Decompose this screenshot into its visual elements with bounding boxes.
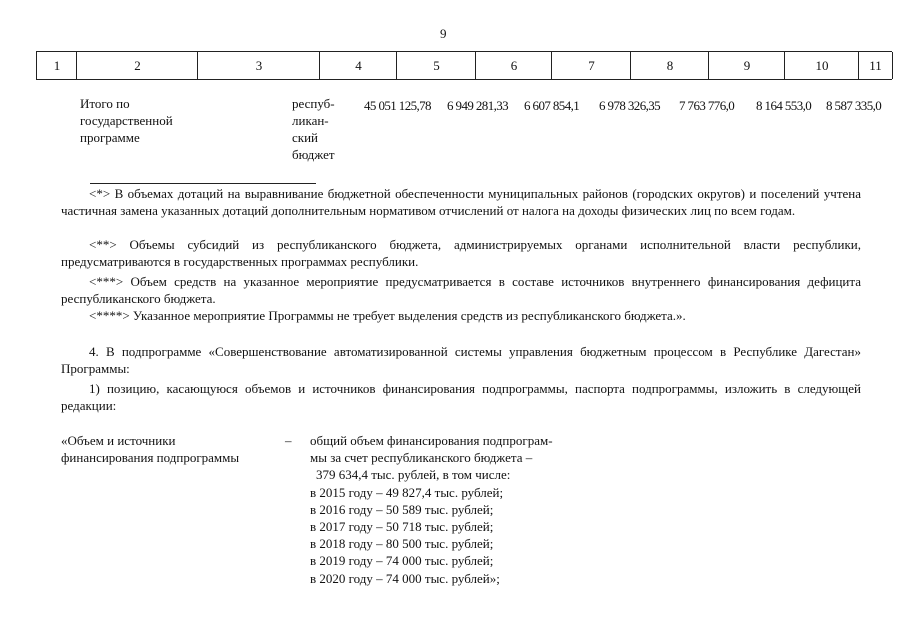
row-value-2019: 8 164 553,0	[756, 98, 812, 113]
passport-line: 379 634,4 тыс. рублей, в том числе:	[316, 467, 511, 483]
row-name-line: программе	[80, 130, 140, 145]
row-name-line: Итого по	[80, 96, 130, 111]
table-header-cell: 11	[858, 52, 893, 79]
passport-line: в 2018 году – 80 500 тыс. рублей;	[310, 536, 494, 552]
row-value-2020: 8 587 335,0	[826, 98, 882, 113]
table-header-cell: 1	[36, 52, 77, 79]
table-header-cell: 10	[784, 52, 859, 79]
footnote-text: <*> В объемах дотаций на выравнивание бюджетной обеспеченности муниципальных районов (городских округов) и поселений учтена частичная замена указанных дотаций дополнительным нормативом отчислений от налога на доходы физических лиц по всем годам.	[61, 186, 861, 218]
row-source-line: ский	[292, 130, 318, 145]
paragraph-4	[61, 343, 861, 377]
table-header-cell: 5	[396, 52, 476, 79]
table-header-cell: 8	[630, 52, 709, 79]
passport-dash: –	[285, 433, 292, 448]
passport-line: мы за счет республиканского бюджета –	[310, 450, 533, 466]
table-header-row	[36, 51, 892, 80]
passport-line: в 2019 году – 74 000 тыс. рублей;	[310, 553, 494, 569]
footnote-4	[61, 307, 861, 324]
passport-value	[296, 432, 616, 587]
footnote-text: <****> Указанное мероприятие Программы не требует выделения средств из республиканского бюджета.».	[89, 308, 686, 323]
passport-line: в 2015 году – 49 827,4 тыс. рублей;	[310, 484, 504, 500]
table-header-cell: 4	[319, 52, 397, 79]
footnote-2	[61, 236, 861, 270]
footnote-separator	[90, 183, 316, 184]
passport-line: в 2020 году – 74 000 тыс. рублей»;	[310, 570, 500, 586]
row-name-line: государственной	[80, 113, 173, 128]
footnote-text: <**> Объемы субсидий из республиканского бюджета, администрируемых органами исполнительной власти республики, предусматриваются в государственных программах республики.	[61, 237, 861, 269]
passport-label	[61, 432, 276, 466]
footnote-1	[61, 185, 861, 219]
row-source-cell	[292, 95, 352, 163]
table-header-cell: 7	[551, 52, 631, 79]
passport-line: в 2017 году – 50 718 тыс. рублей;	[310, 519, 494, 535]
passport-line: в 2016 году – 50 589 тыс. рублей;	[310, 501, 494, 517]
row-value-2017: 6 978 326,35	[599, 98, 661, 113]
row-source-line: ликан-	[292, 113, 329, 128]
table-header-cell: 3	[197, 52, 320, 79]
row-value-2016: 6 607 854,1	[524, 98, 580, 113]
passport-line: общий объем финансирования подпрограм-	[310, 433, 553, 448]
row-value-total: 45 051 125,78	[364, 98, 431, 113]
table-header-cell: 6	[475, 52, 552, 79]
row-value-2018: 7 763 776,0	[679, 98, 735, 113]
passport-label-line: финансирования подпрограммы	[61, 450, 240, 465]
paragraph-text: 4. В подпрограмме «Совершенствование автоматизированной системы управления бюджетным процессом в Республике Дагестан» Программы:	[61, 344, 861, 376]
row-name-cell	[80, 95, 220, 146]
row-source-line: бюджет	[292, 147, 335, 162]
table-header-cell: 2	[76, 52, 198, 79]
row-source-line: респуб-	[292, 96, 335, 111]
table-header-cell: 9	[708, 52, 785, 79]
footnote-text: <***> Объем средств на указанное мероприятие предусматривается в составе источников внутреннего финансирования дефицита республиканского бюджета.	[61, 274, 861, 306]
row-value-2015: 6 949 281,33	[447, 98, 509, 113]
footnote-3	[61, 273, 861, 307]
paragraph-4-1	[61, 380, 861, 414]
passport-label-line: «Объем и источники	[61, 433, 176, 448]
paragraph-text: 1) позицию, касающуюся объемов и источников финансирования подпрограммы, паспорта подпрограммы, изложить в следующей редакции:	[61, 381, 861, 413]
page-number: 9	[440, 26, 447, 41]
